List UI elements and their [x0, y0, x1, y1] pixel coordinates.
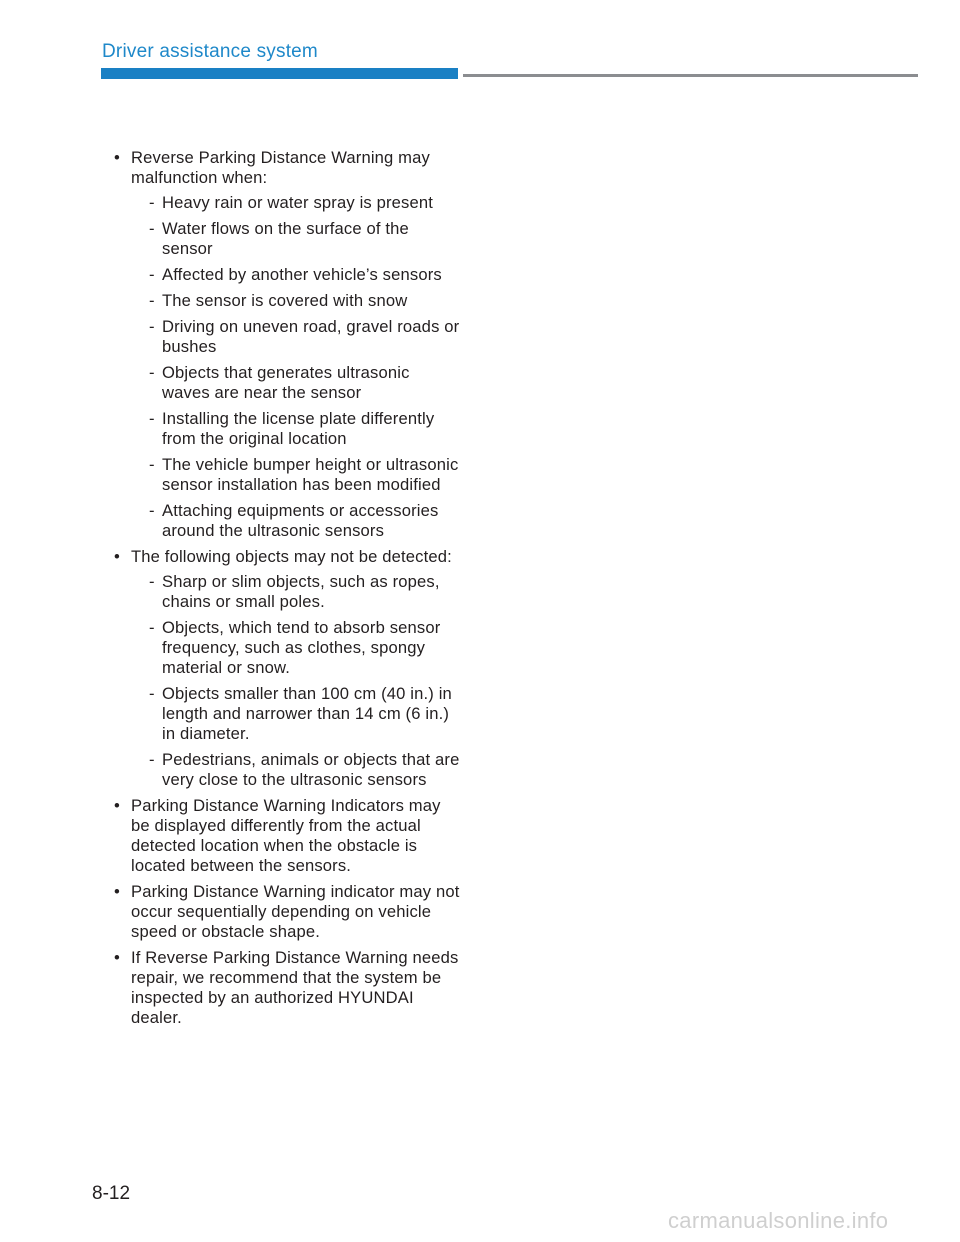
- sub-list-item: - Attaching equipments or accessories around the ultrasonic sensors: [131, 501, 462, 541]
- bullet-item: [112, 148, 462, 541]
- bullet-text: • The following objects may not be detected:: [131, 547, 452, 566]
- bullet-item: [112, 547, 462, 790]
- sub-list-item: - Driving on uneven road, gravel roads or bushes: [131, 317, 462, 357]
- bullet-item: [112, 796, 462, 876]
- sub-list-item: - Affected by another vehicle’s sensors: [131, 265, 462, 285]
- sub-list: [131, 193, 462, 541]
- sub-list-item: - The sensor is covered with snow: [131, 291, 462, 311]
- sub-list-item: - Water flows on the surface of the sensor: [131, 219, 462, 259]
- bullet-text: • Reverse Parking Distance Warning may malfunction when:: [131, 148, 430, 187]
- sub-list-item: - Installing the license plate differently from the original location: [131, 409, 462, 449]
- sub-list: [131, 572, 462, 790]
- sub-list-item: - Pedestrians, animals or objects that are very close to the ultrasonic sensors: [131, 750, 462, 790]
- sub-list-item: - Objects, which tend to absorb sensor frequency, such as clothes, spongy material or snow.: [131, 618, 462, 678]
- header-rule-gray: [463, 74, 918, 77]
- page-number: 8-12: [92, 1183, 131, 1204]
- bullet-text: • Parking Distance Warning Indicators may be displayed differently from the actual detected location when the obstacle is located between the sensors.: [131, 796, 441, 875]
- header-rule-blue: [101, 68, 458, 79]
- sub-list-item: - Objects smaller than 100 cm (40 in.) in length and narrower than 14 cm (6 in.) in diameter.: [131, 684, 462, 744]
- sub-list-item: - Heavy rain or water spray is present: [131, 193, 462, 213]
- sub-list-item: - Objects that generates ultrasonic waves are near the sensor: [131, 363, 462, 403]
- bullet-item: [112, 948, 462, 1028]
- sub-list-item: - Sharp or slim objects, such as ropes, chains or small poles.: [131, 572, 462, 612]
- bullet-text: • If Reverse Parking Distance Warning needs repair, we recommend that the system be inspected by an authorized HYUNDAI dealer.: [131, 948, 459, 1027]
- bullet-text: • Parking Distance Warning indicator may not occur sequentially depending on vehicle speed or obstacle shape.: [131, 882, 460, 941]
- section-title: Driver assistance system: [102, 41, 318, 62]
- sub-list-item: - The vehicle bumper height or ultrasonic sensor installation has been modified: [131, 455, 462, 495]
- bullet-item: [112, 882, 462, 942]
- content-column: [112, 148, 462, 1034]
- watermark: carmanualsonline.info: [668, 1208, 889, 1233]
